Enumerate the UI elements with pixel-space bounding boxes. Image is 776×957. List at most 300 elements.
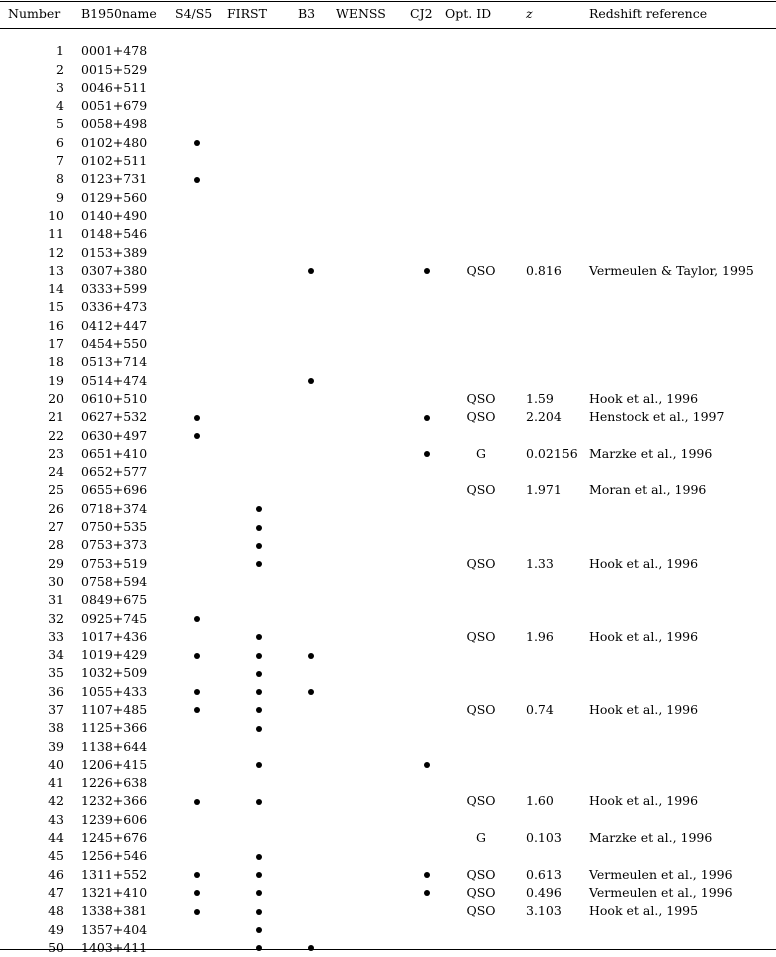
cell-b3 (298, 42, 328, 60)
table-row (0, 518, 776, 536)
cell-z (520, 719, 588, 737)
cell-number: 48 (48, 903, 64, 919)
cell-b3 (298, 353, 328, 371)
cell-opt-id (442, 115, 520, 133)
cell-redshift-reference (588, 225, 776, 243)
cell-first (222, 884, 298, 902)
cell-s4s5 (174, 811, 222, 829)
table-row (0, 866, 776, 884)
cell-wenss (328, 61, 410, 79)
cell-redshift-reference (588, 774, 776, 792)
cell-cj2 (410, 115, 442, 133)
cell-redshift-reference: Henstock et al., 1997 (589, 409, 725, 425)
cell-number: 9 (56, 189, 64, 205)
cell-wenss (328, 591, 410, 609)
cell-wenss (328, 884, 410, 902)
cell-first (222, 390, 298, 408)
detection-dot-icon (256, 561, 262, 567)
detection-dot-icon (256, 945, 262, 951)
cell-redshift-reference (588, 536, 776, 554)
cell-s4s5 (174, 463, 222, 481)
cell-z (520, 298, 588, 316)
cell-s4s5 (174, 902, 222, 920)
cell-z (520, 500, 588, 518)
cell-b3 (298, 207, 328, 225)
cell-first (222, 756, 298, 774)
cell-b3 (298, 628, 328, 646)
cell-b1950name: 0651+410 (81, 445, 148, 461)
cell-b3 (298, 481, 328, 499)
cell-opt-id: QSO (466, 482, 496, 498)
cell-number: 37 (48, 701, 64, 717)
cell-number: 21 (48, 409, 64, 425)
cell-z (520, 610, 588, 628)
cell-z (520, 939, 588, 957)
cell-b1950name: 0051+679 (81, 98, 148, 114)
header-b3: B3 (298, 6, 316, 21)
cell-z (520, 811, 588, 829)
cell-z (520, 756, 588, 774)
cell-z (520, 353, 588, 371)
cell-redshift-reference (588, 79, 776, 97)
cell-z (520, 463, 588, 481)
cell-cj2 (410, 756, 442, 774)
detection-dot-icon (256, 799, 262, 805)
cell-number: 29 (48, 555, 64, 571)
cell-first (222, 445, 298, 463)
cell-z (520, 280, 588, 298)
cell-opt-id (442, 500, 520, 518)
cell-z: 2.204 (526, 409, 562, 425)
cell-opt-id (442, 427, 520, 445)
cell-opt-id (442, 298, 520, 316)
cell-opt-id (442, 134, 520, 152)
cell-opt-id: QSO (466, 262, 496, 278)
cell-b3 (298, 518, 328, 536)
cell-opt-id: G (476, 445, 486, 461)
cell-b1950name: 1239+606 (81, 811, 148, 827)
cell-b1950name: 1256+546 (81, 848, 148, 864)
detection-dot-icon (194, 415, 200, 421)
cell-redshift-reference (588, 97, 776, 115)
cell-opt-id (442, 463, 520, 481)
cell-z (520, 921, 588, 939)
header-cj2: CJ2 (410, 6, 433, 21)
cell-first (222, 829, 298, 847)
cell-wenss (328, 207, 410, 225)
cell-b1950name: 0753+373 (81, 537, 148, 553)
cell-first (222, 244, 298, 262)
cell-b1950name: 0102+511 (81, 153, 148, 169)
cell-opt-id (442, 353, 520, 371)
cell-b3 (298, 390, 328, 408)
table-row (0, 207, 776, 225)
cell-wenss (328, 738, 410, 756)
cell-number: 23 (48, 445, 64, 461)
cell-b1950name: 0514+474 (81, 372, 148, 388)
cell-b3 (298, 774, 328, 792)
table-row (0, 701, 776, 719)
cell-s4s5 (174, 481, 222, 499)
cell-redshift-reference: Hook et al., 1996 (589, 555, 699, 571)
cell-b3 (298, 317, 328, 335)
cell-redshift-reference (588, 372, 776, 390)
table-row (0, 811, 776, 829)
table-row (0, 536, 776, 554)
cell-z: 0.103 (526, 830, 562, 846)
detection-dot-icon (256, 671, 262, 677)
cell-number: 18 (48, 354, 64, 370)
cell-s4s5 (174, 555, 222, 573)
cell-number: 50 (48, 939, 64, 955)
detection-dot-icon (256, 707, 262, 713)
table-row (0, 792, 776, 810)
cell-first (222, 792, 298, 810)
cell-redshift-reference (588, 756, 776, 774)
table-row (0, 591, 776, 609)
cell-b3 (298, 738, 328, 756)
detection-dot-icon (308, 689, 314, 695)
cell-opt-id (442, 774, 520, 792)
cell-b3 (298, 536, 328, 554)
cell-z (520, 774, 588, 792)
cell-b1950name: 1232+366 (81, 793, 148, 809)
cell-b3 (298, 262, 328, 280)
cell-number: 34 (48, 647, 64, 663)
cell-b1950name: 0630+497 (81, 427, 148, 443)
cell-number: 14 (48, 281, 64, 297)
cell-number: 25 (48, 482, 64, 498)
detection-dot-icon (194, 433, 200, 439)
cell-number: 24 (48, 464, 64, 480)
cell-cj2 (410, 280, 442, 298)
detection-dot-icon (194, 799, 200, 805)
cell-number: 30 (48, 573, 64, 589)
cell-b3 (298, 134, 328, 152)
table-row (0, 134, 776, 152)
cell-wenss (328, 244, 410, 262)
cell-opt-id (442, 170, 520, 188)
cell-cj2 (410, 701, 442, 719)
cell-b3 (298, 244, 328, 262)
cell-s4s5 (174, 847, 222, 865)
cell-wenss (328, 298, 410, 316)
cell-first (222, 591, 298, 609)
detection-dot-icon (194, 872, 200, 878)
cell-s4s5 (174, 719, 222, 737)
cell-s4s5 (174, 683, 222, 701)
cell-z (520, 573, 588, 591)
cell-cj2 (410, 811, 442, 829)
cell-cj2 (410, 79, 442, 97)
cell-wenss (328, 774, 410, 792)
table-row (0, 555, 776, 573)
cell-first (222, 372, 298, 390)
detection-dot-icon (256, 872, 262, 878)
table-row (0, 244, 776, 262)
cell-number: 16 (48, 317, 64, 333)
cell-cj2 (410, 628, 442, 646)
cell-redshift-reference (588, 518, 776, 536)
cell-number: 5 (56, 116, 64, 132)
cell-cj2 (410, 847, 442, 865)
cell-b3 (298, 610, 328, 628)
cell-b3 (298, 939, 328, 957)
cell-b1950name: 1403+411 (81, 939, 148, 955)
cell-b1950name: 1017+436 (81, 628, 148, 644)
cell-b1950name: 0610+510 (81, 390, 148, 406)
detection-dot-icon (308, 378, 314, 384)
cell-first (222, 536, 298, 554)
cell-b3 (298, 115, 328, 133)
cell-opt-id: QSO (466, 409, 496, 425)
table-row (0, 335, 776, 353)
cell-opt-id: QSO (466, 793, 496, 809)
cell-b1950name: 1107+485 (81, 701, 148, 717)
cell-opt-id (442, 207, 520, 225)
table-row (0, 280, 776, 298)
cell-cj2 (410, 591, 442, 609)
cell-redshift-reference (588, 939, 776, 957)
cell-b1950name: 0753+519 (81, 555, 148, 571)
cell-z: 0.496 (526, 884, 562, 900)
cell-number: 44 (48, 830, 64, 846)
cell-b3 (298, 79, 328, 97)
cell-b3 (298, 664, 328, 682)
cell-wenss (328, 152, 410, 170)
cell-cj2 (410, 646, 442, 664)
cell-wenss (328, 902, 410, 920)
cell-opt-id (442, 42, 520, 60)
cell-first (222, 79, 298, 97)
cell-wenss (328, 372, 410, 390)
cell-cj2 (410, 792, 442, 810)
cell-s4s5 (174, 792, 222, 810)
cell-number: 49 (48, 921, 64, 937)
cell-b1950name: 1055+433 (81, 683, 148, 699)
cell-number: 33 (48, 628, 64, 644)
cell-first (222, 646, 298, 664)
cell-cj2 (410, 372, 442, 390)
cell-opt-id (442, 939, 520, 957)
cell-s4s5 (174, 591, 222, 609)
cell-b1950name: 1357+404 (81, 921, 148, 937)
cell-z (520, 518, 588, 536)
cell-b1950name: 0627+532 (81, 409, 148, 425)
cell-number: 7 (56, 153, 64, 169)
table-row (0, 353, 776, 371)
cell-cj2 (410, 97, 442, 115)
detection-dot-icon (424, 872, 430, 878)
cell-z (520, 244, 588, 262)
cell-first (222, 353, 298, 371)
cell-cj2 (410, 939, 442, 957)
cell-b3 (298, 280, 328, 298)
cell-wenss (328, 939, 410, 957)
table-row (0, 372, 776, 390)
cell-z: 3.103 (526, 903, 562, 919)
cell-redshift-reference (588, 298, 776, 316)
detection-dot-icon (424, 451, 430, 457)
cell-s4s5 (174, 756, 222, 774)
cell-cj2 (410, 207, 442, 225)
cell-b1950name: 1032+509 (81, 665, 148, 681)
cell-b3 (298, 372, 328, 390)
cell-cj2 (410, 445, 442, 463)
cell-redshift-reference (588, 115, 776, 133)
cell-number: 41 (48, 775, 64, 791)
cell-number: 40 (48, 756, 64, 772)
cell-cj2 (410, 719, 442, 737)
table-row (0, 97, 776, 115)
cell-redshift-reference: Hook et al., 1996 (589, 628, 699, 644)
cell-b1950name: 0148+546 (81, 226, 148, 242)
cell-s4s5 (174, 170, 222, 188)
table-row (0, 902, 776, 920)
table-row (0, 152, 776, 170)
cell-redshift-reference (588, 42, 776, 60)
cell-wenss (328, 280, 410, 298)
cell-first (222, 921, 298, 939)
cell-b3 (298, 500, 328, 518)
cell-first (222, 774, 298, 792)
cell-redshift-reference (588, 573, 776, 591)
cell-first (222, 555, 298, 573)
cell-s4s5 (174, 738, 222, 756)
cell-s4s5 (174, 628, 222, 646)
cell-b3 (298, 573, 328, 591)
cell-b3 (298, 427, 328, 445)
cell-b3 (298, 902, 328, 920)
cell-redshift-reference (588, 719, 776, 737)
detection-dot-icon (256, 762, 262, 768)
cell-z (520, 317, 588, 335)
cell-b1950name: 1245+676 (81, 830, 148, 846)
cell-b1950name: 1311+552 (81, 866, 148, 882)
cell-z (520, 79, 588, 97)
table-row (0, 42, 776, 60)
detection-dot-icon (194, 616, 200, 622)
cell-redshift-reference: Marzke et al., 1996 (589, 445, 713, 461)
cell-b3 (298, 189, 328, 207)
cell-first (222, 317, 298, 335)
cell-redshift-reference (588, 280, 776, 298)
cell-first (222, 463, 298, 481)
cell-z (520, 847, 588, 865)
cell-first (222, 866, 298, 884)
cell-s4s5 (174, 866, 222, 884)
cell-number: 11 (48, 226, 64, 242)
cell-z: 0.74 (526, 701, 554, 717)
table-row (0, 774, 776, 792)
cell-z: 0.816 (526, 262, 562, 278)
cell-number: 46 (48, 866, 64, 882)
cell-s4s5 (174, 518, 222, 536)
cell-opt-id (442, 573, 520, 591)
cell-cj2 (410, 353, 442, 371)
cell-b3 (298, 225, 328, 243)
cell-z (520, 683, 588, 701)
cell-b1950name: 0123+731 (81, 171, 148, 187)
cell-redshift-reference (588, 134, 776, 152)
cell-b1950name: 0336+473 (81, 299, 148, 315)
cell-z (520, 61, 588, 79)
cell-s4s5 (174, 573, 222, 591)
table-row (0, 189, 776, 207)
cell-cj2 (410, 610, 442, 628)
cell-b1950name: 0652+577 (81, 464, 148, 480)
cell-opt-id (442, 756, 520, 774)
table-row (0, 646, 776, 664)
cell-opt-id (442, 152, 520, 170)
cell-b3 (298, 61, 328, 79)
cell-b3 (298, 445, 328, 463)
table-row (0, 427, 776, 445)
cell-wenss (328, 481, 410, 499)
table-row (0, 463, 776, 481)
cell-redshift-reference (588, 61, 776, 79)
cell-s4s5 (174, 445, 222, 463)
table-row (0, 664, 776, 682)
cell-cj2 (410, 664, 442, 682)
cell-number: 39 (48, 738, 64, 754)
cell-s4s5 (174, 390, 222, 408)
cell-b1950name: 0307+380 (81, 262, 148, 278)
cell-first (222, 738, 298, 756)
cell-opt-id (442, 189, 520, 207)
cell-first (222, 683, 298, 701)
cell-cj2 (410, 335, 442, 353)
cell-b1950name: 0015+529 (81, 61, 148, 77)
header-redshift-reference: Redshift reference (589, 6, 708, 21)
table-row (0, 719, 776, 737)
cell-z (520, 372, 588, 390)
cell-first (222, 628, 298, 646)
cell-z (520, 207, 588, 225)
cell-opt-id (442, 664, 520, 682)
cell-cj2 (410, 555, 442, 573)
cell-number: 19 (48, 372, 64, 388)
cell-redshift-reference (588, 683, 776, 701)
cell-first (222, 170, 298, 188)
cell-b1950name: 0129+560 (81, 189, 148, 205)
cell-first (222, 719, 298, 737)
table-row (0, 317, 776, 335)
cell-first (222, 811, 298, 829)
header-wenss: WENSS (336, 6, 386, 21)
cell-redshift-reference (588, 921, 776, 939)
cell-s4s5 (174, 262, 222, 280)
cell-cj2 (410, 298, 442, 316)
cell-wenss (328, 390, 410, 408)
table-row (0, 262, 776, 280)
cell-redshift-reference (588, 500, 776, 518)
cell-number: 35 (48, 665, 64, 681)
cell-cj2 (410, 518, 442, 536)
cell-b3 (298, 719, 328, 737)
cell-b1950name: 1019+429 (81, 647, 148, 663)
cell-b1950name: 1138+644 (81, 738, 148, 754)
cell-opt-id: QSO (466, 555, 496, 571)
cell-wenss (328, 317, 410, 335)
cell-cj2 (410, 573, 442, 591)
cell-cj2 (410, 262, 442, 280)
cell-opt-id (442, 61, 520, 79)
cell-s4s5 (174, 280, 222, 298)
cell-s4s5 (174, 408, 222, 426)
cell-cj2 (410, 902, 442, 920)
header-z: z (526, 6, 533, 21)
